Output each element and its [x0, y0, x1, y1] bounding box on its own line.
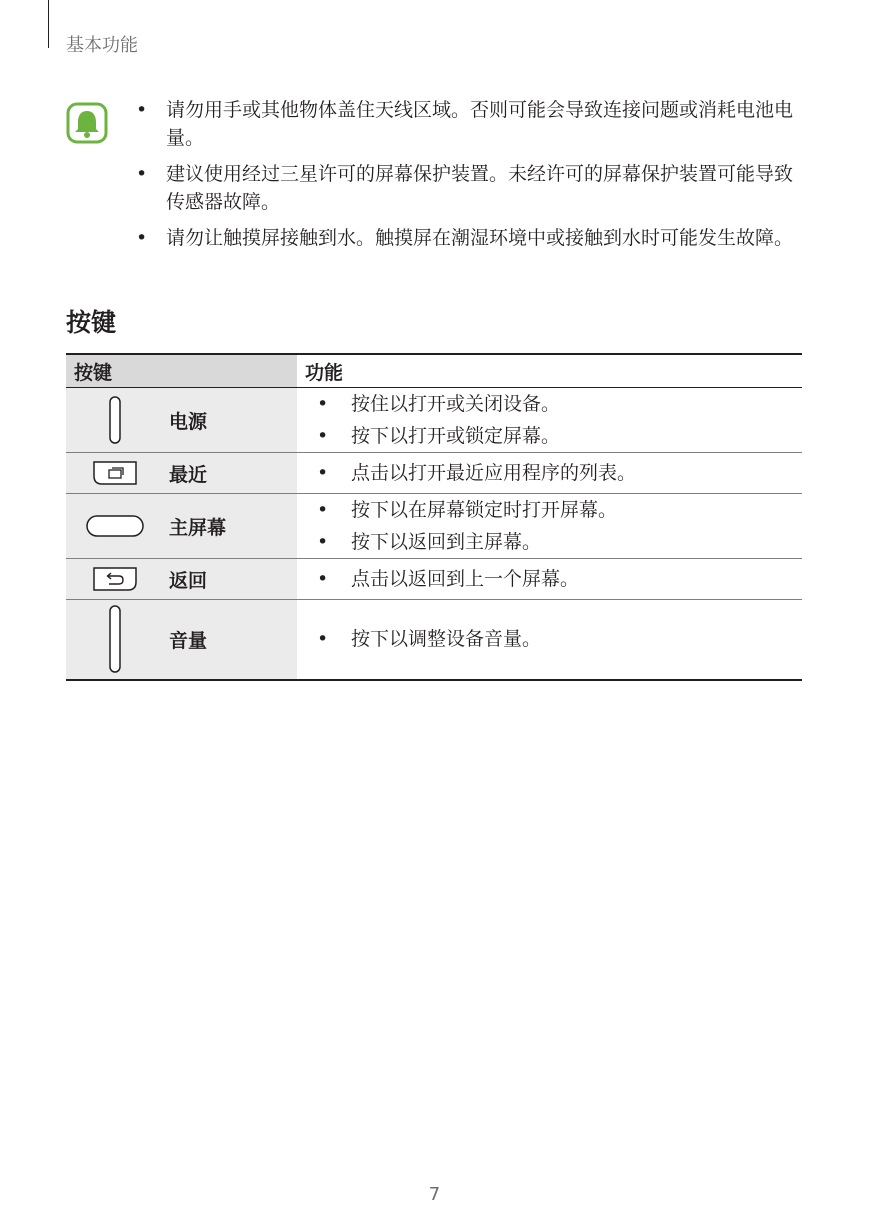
function-item [297, 563, 802, 595]
key-cell [66, 600, 297, 680]
function-cell [297, 600, 802, 680]
bullet: • [317, 499, 329, 521]
bullet: • [317, 425, 329, 447]
table-row [66, 388, 802, 453]
recents-key-icon [66, 460, 164, 486]
header-rule [48, 0, 49, 48]
key-cell [66, 453, 297, 494]
bullet: • [317, 628, 329, 651]
bullet: • [136, 227, 148, 249]
key-name: 最近 [169, 463, 208, 486]
notice-text: 请勿用手或其他物体盖住天线区域。否则可能会导致连接问题或消耗电池电量。 [166, 99, 794, 149]
header-title: 基本功能 [66, 35, 138, 56]
function-list [297, 388, 802, 452]
table-row [66, 600, 802, 680]
bullet: • [136, 99, 148, 121]
volume-key-icon [66, 605, 164, 673]
function-cell [297, 453, 802, 494]
function-list [297, 457, 802, 489]
table-row [66, 559, 802, 600]
key-name: 电源 [169, 410, 208, 433]
function-text: 点击以返回到上一个屏幕。 [351, 568, 580, 590]
function-text: 按下以调整设备音量。 [351, 628, 542, 651]
back-key-icon [66, 566, 164, 592]
key-cell [66, 559, 297, 600]
bullet: • [317, 393, 329, 415]
bullet: • [317, 568, 329, 590]
function-item [297, 457, 802, 489]
function-item [297, 623, 802, 655]
key-name: 返回 [169, 569, 208, 592]
function-item [297, 526, 802, 558]
notice-item [136, 160, 806, 216]
key-cell [66, 388, 297, 453]
function-list [297, 623, 802, 655]
table-row [66, 453, 802, 494]
notice-text: 建议使用经过三星许可的屏幕保护装置。未经许可的屏幕保护装置可能导致传感器故障。 [166, 163, 794, 213]
function-list [297, 563, 802, 595]
function-text: 按住以打开或关闭设备。 [351, 393, 561, 415]
notice-text: 请勿让触摸屏接触到水。触摸屏在潮湿环境中或接触到水时可能发生故障。 [166, 227, 794, 249]
function-column-header: 功能 [297, 354, 802, 388]
bullet: • [317, 462, 329, 484]
key-cell [66, 494, 297, 559]
power-key-icon [66, 396, 164, 444]
bell-notice-icon [66, 102, 108, 144]
function-text: 点击以打开最近应用程序的列表。 [351, 462, 637, 484]
bullet: • [317, 531, 329, 553]
table-header-row [66, 354, 802, 388]
function-item [297, 420, 802, 452]
function-text: 按下以在屏幕锁定时打开屏幕。 [351, 499, 618, 521]
function-cell [297, 388, 802, 453]
notice-item [136, 96, 806, 152]
notice-item [136, 224, 806, 252]
key-column-header: 按键 [66, 354, 297, 388]
section-heading: 按键 [66, 308, 117, 337]
key-name: 主屏幕 [169, 516, 227, 539]
bullet: • [136, 163, 148, 185]
function-list [297, 494, 802, 558]
page-number: 7 [428, 1184, 441, 1205]
function-text: 按下以返回到主屏幕。 [351, 531, 542, 553]
home-key-icon [66, 514, 164, 538]
function-item [297, 388, 802, 420]
function-cell [297, 559, 802, 600]
keys-table [66, 353, 802, 681]
function-text: 按下以打开或锁定屏幕。 [351, 425, 561, 447]
function-item [297, 494, 802, 526]
table-row [66, 494, 802, 559]
function-cell [297, 494, 802, 559]
notice-list [136, 96, 806, 260]
key-name: 音量 [169, 629, 208, 652]
